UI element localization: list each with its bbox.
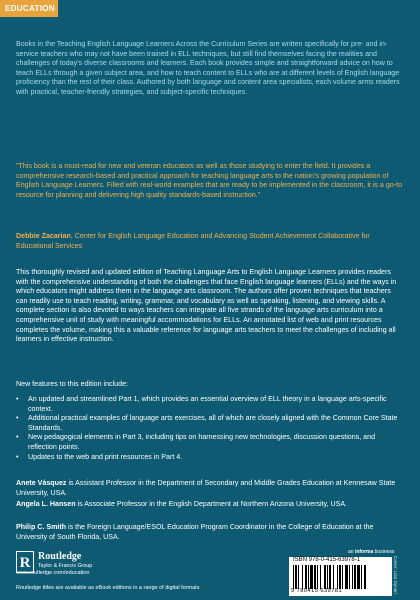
author-name: Angela L. Hansen: [16, 500, 76, 508]
endorsement-quote: "This book is a must-read for new and veteran educators as well as those studying to enter the field. It provides a comprehensive research-based and practical approach for teaching language arts to the nation's growing population of English Language Learners. Filled with real-world examples that are ready to be implemented in the classroom, it is a go-to resource for planning and delivering high quality standards-based instruction.": [16, 162, 403, 199]
features-list: [16, 395, 404, 462]
barcode: [289, 557, 392, 596]
informa-brand: informa: [354, 549, 374, 555]
publisher-name: Routledge: [38, 551, 82, 562]
author-bio: [16, 523, 404, 542]
publisher-logo: [16, 551, 146, 581]
publisher-url: www.routledge.com/education: [16, 570, 90, 576]
endorser-name: Debbie Zacarian: [16, 232, 71, 240]
category-label: EDUCATION: [0, 0, 58, 17]
feature-item: • New pedagogical elements in Part 3, including tips on harnessing new technologies, discussion questions, and reflection points.: [16, 433, 404, 452]
author-bio: [16, 479, 404, 498]
author-bio-text: is the Foreign Language/ESOL Education Program Coordinator in the College of Education at the University of South Florida, USA.: [16, 523, 374, 541]
svg-text:R: R: [19, 555, 31, 571]
author-bio: [16, 500, 404, 510]
feature-item: • Additional practical examples of language arts exercises, all of which are closely aligned with the Common Core State Standards.: [16, 414, 404, 433]
cover-credit: Cover: Lisa Dynan: [393, 556, 398, 594]
informa-tagline: [348, 549, 394, 555]
ebook-note: Routledge titles are available as eBook editions in a range of digital formats: [16, 585, 200, 591]
feature-item: • An updated and streamlined Part 1, which provides an essential overview of ELL theory in a language arts-specific context.: [16, 395, 404, 414]
author-name: Anete Vásquez: [16, 479, 67, 487]
series-description: Books in the Teaching English Language Learners Across the Curriculum Series are written specifically for pre- and in-service teachers who may not have been trained in ELL techniques, but still find themselves facing the realities and challenges of today's diverse classrooms and learners. Each book provides simple and straightforward advice on how to teach ELLs through a given subject area, and how to teach content to ELLs who are at different levels of English language proficiency than the rest of their class. Authored by both language and content area specialists, each volume arms readers with practical, teacher-friendly strategies, and subject-specific techniques.: [16, 40, 400, 96]
feature-item: • Updates to the web and print resources in Part 4.: [16, 453, 404, 463]
author-bio-text: is Associate Professor in the English Department at Northern Arizona University, USA.: [75, 500, 348, 508]
publisher-subtitle: Taylor & Francis Group: [38, 563, 93, 569]
book-description: This thoroughly revised and updated edition of Teaching Language Arts to English Language Learners provides readers with the comprehensive understanding of both the challenges that face English language learners (ELLs) and the ways in which educators might address them in the language arts classroom. The authors offer proven techniques that teachers can readily use to teach reading, writing, grammar, and vocabulary as well as speaking, listening, and viewing skills. A complete section is also devoted to ways teachers can integrate all five strands of the language arts curriculum into a comprehensive unit of study with meaningful accommodations for ELLs. An annotated list of web and print resources completes the volume, making this a valuable reference for language arts teachers to meet the challenges of including all learners in effective instruction.: [16, 268, 397, 344]
barcode-bars: [292, 565, 390, 589]
informa-prefix: an: [348, 549, 355, 555]
features-heading: New features to this edition include:: [16, 380, 128, 388]
barcode-digits: 9 780415 639781: [291, 588, 343, 594]
isbn-text: ISBN 978-0-415-63978-1: [293, 557, 361, 563]
author-bio-text: is Assistant Professor in the Department of Secondary and Middle Grades Education at Kennesaw State University, USA.: [16, 479, 396, 497]
endorser-affiliation: , Center for English Language Education and Advancing Student Achievement Collaborative for Educational Services: [16, 232, 370, 250]
author-name: Philip C. Smith: [16, 523, 67, 531]
endorsement-attribution: [16, 232, 404, 251]
informa-suffix: business: [373, 549, 395, 555]
